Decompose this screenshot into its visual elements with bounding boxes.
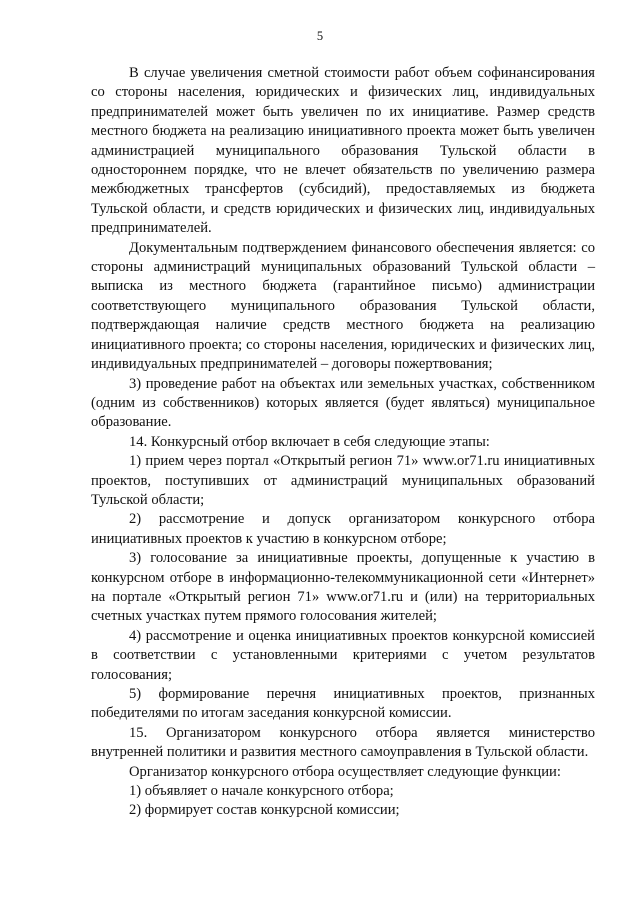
page-number: 5 bbox=[316, 29, 324, 43]
paragraph-condition-3: 3) проведение работ на объектах или земельных участках, собственником (одним из собственников) которых является (будет являться) муниципальное образование. bbox=[91, 375, 595, 431]
paragraph-stage-2: 2) рассмотрение и допуск организатором конкурсного отбора инициативных проектов к участию в конкурсном отборе; bbox=[91, 511, 595, 547]
paragraph-function-1: 1) объявляет о начале конкурсного отбора; bbox=[129, 783, 394, 800]
paragraph-stage-3: 3) голосование за инициативные проекты, допущенные к участию в конкурсном отборе в информационно-телекоммуникационной сети «Интернет» на портале «Открытый регион 71» www.or71.ru и (или) на территориальных счетных участках путем прямого голосования жителей; bbox=[91, 550, 595, 625]
document-body bbox=[91, 64, 595, 821]
paragraph-section-15: 15. Организатором конкурсного отбора является министерство внутренней политики и развития местного самоуправления в Тульской области. bbox=[91, 724, 595, 761]
paragraph-stage-4: 4) рассмотрение и оценка инициативных проектов конкурсной комиссией в соответствии с установленными критериями с учетом результатов голосования; bbox=[91, 627, 595, 683]
paragraph-financial-confirmation: Документальным подтверждением финансового обеспечения является: со стороны администраций муниципальных образований Тульской области – выписка из местного бюджета (гарантийное письмо) администрации соответствующего муниципального образования Тульской области, подтверждающая наличие средств местного бюджета на реализацию инициативного проекта; со стороны населения, юридических и физических лиц, индивидуальных предпринимателей – договоры пожертвования; bbox=[91, 239, 595, 373]
paragraph-stage-5: 5) формирование перечня инициативных проектов, признанных победителями по итогам заседания конкурсной комиссии. bbox=[91, 686, 595, 722]
paragraph-stage-1: 1) прием через портал «Открытый регион 71» www.or71.ru инициативных проектов, поступивших от администраций муниципальных образований Тульской области; bbox=[91, 453, 595, 508]
paragraph-cofinancing-increase: В случае увеличения сметной стоимости работ объем софинансирования со стороны населения, юридических и физических лиц, индивидуальных предпринимателей может быть увеличен по их инициативе. Размер средств местного бюджета на реализацию инициативного проекта может быть увеличен администрацией муниципального образования Тульской области в одностороннем порядке, что не влечет обязательств по увеличению размера межбюджетных трансфертов (субсидий), предоставляемых из бюджета Тульской области, и средств юридических и физических лиц, индивидуальных предпринимателей. bbox=[91, 65, 595, 237]
paragraph-organizer-functions: Организатор конкурсного отбора осуществляет следующие функции: bbox=[129, 763, 561, 780]
paragraph-section-14: 14. Конкурсный отбор включает в себя следующие этапы: bbox=[129, 433, 490, 450]
paragraph-function-2: 2) формирует состав конкурсной комиссии; bbox=[129, 802, 400, 819]
